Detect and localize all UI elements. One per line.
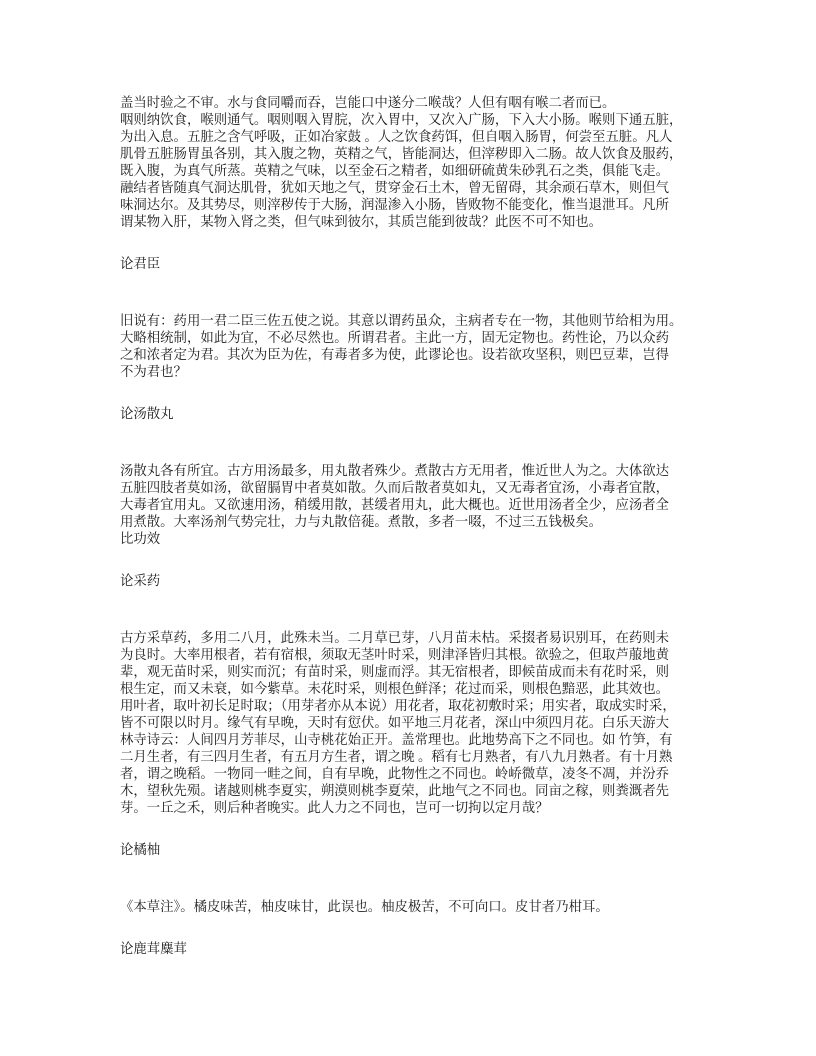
text-line: 旧说有：药用一君二臣三佐五使之说。其意以谓药虽众，主病者专在一物，其他则节给相为用。	[120, 313, 683, 328]
text-line: 古方采草药，多用二八月，此殊未当。二月草已芽，八月苗未枯。采掇者易识别耳，在药则未	[120, 630, 670, 645]
text-line: 二月生者，有三四月生者，有五月方生者，谓之晚 。稻有七月熟者，有八九月熟者。有十月熟	[120, 749, 673, 764]
text-line: 盖当时验之不审。水与食同嚼而吞，岂能口中遂分二喉哉？人但有咽有喉二者而已。	[120, 95, 616, 110]
section-heading: 论采药	[120, 573, 161, 588]
text-line: 木，望秋先殒。诸越则桃李夏实，朔漠则桃李夏荣，此地气之不同也。同亩之稼，则粪溉者先	[120, 783, 670, 798]
text-line: 既入腹，为真气所蒸。英精之气味，以至金石之精者，如细研硫黄朱砂乳石之类，俱能飞走。	[120, 163, 670, 178]
text-line: 大毒者宜用丸。又欲速用汤，稍缓用散，甚缓者用丸，此大概也。近世用汤者全少，应汤者全	[120, 497, 670, 512]
doc-section	[120, 572, 710, 816]
text-line: 《本草注》。橘皮味苦，柚皮味甘，此误也。柚皮极苦，不可向口。皮甘者乃柑耳。	[120, 899, 609, 914]
doc-section	[120, 94, 710, 230]
text-line: 谓某物入肝，某物入肾之类，但气味到彼尔，其质岂能到彼哉？此医不可不知也。	[120, 214, 603, 229]
text-line: 为良时。大率用根者，若有宿根，须取无茎叶时采，则津泽皆归其根。欲验之，但取芦菔地黄	[120, 647, 670, 662]
text-line: 比功效	[120, 531, 161, 546]
text-line: 为出入息。五脏之含气呼吸，正如冶家鼓 。人之饮食药饵，但自咽入肠胃，何尝至五脏。凡人	[120, 129, 673, 144]
section-heading: 论君臣	[120, 256, 161, 271]
text-line: 五脏四肢者莫如汤，欲留膈胃中者莫如散。久而后散者莫如丸，又无毒者宜汤，小毒者宜散，	[120, 480, 670, 495]
text-line: 用煮散。大率汤剂气势完壮，力与丸散倍蓰。煮散，多者一啜，不过三五钱极矣。	[120, 514, 603, 529]
text-line: 不为君也？	[120, 364, 187, 379]
text-line: 皆不可限以时月。缘气有早晚，天时有愆伏。如平地三月花者，深山中须四月花。白乐天游大	[120, 715, 670, 730]
doc-section	[120, 940, 710, 957]
text-line: 芽。一丘之禾，则后种者晚实。此人力之不同也，岂可一切拘以定月哉？	[120, 800, 549, 815]
text-line: 融结者皆随真气洞达肌骨，犹如天地之气，贯穿金石土木，曾无留碍，其余顽石草木，则但气	[120, 180, 670, 195]
text-line: 根生定，而又未衰，如今紫草。未花时采，则根色鲜泽；花过而采，则根色黯恶，此其效也。	[120, 681, 670, 696]
document-body	[120, 94, 710, 997]
doc-section	[120, 841, 710, 915]
doc-section	[120, 255, 710, 380]
text-line: 辈，观无苗时采，则实而沉；有苗时采，则虚而浮。其无宿根者，即候苗成而未有花时采，则	[120, 664, 670, 679]
text-line: 汤散丸各有所宜。古方用汤最多，用丸散者殊少。煮散古方无用者，惟近世人为之。大体欲达	[120, 463, 670, 478]
text-line: 大略相统制，如此为宜，不必尽然也。所谓君者。主此一方，固无定物也。药性论，乃以众药	[120, 330, 670, 345]
text-line: 者，谓之晚稻。一物同一畦之间，自有早晚，此物性之不同也。岭峤微草，凌冬不凋，并汾乔	[120, 766, 670, 781]
text-line: 之和浓者定为君。其次为臣为佐，有毒者多为使，此谬论也。设若欲攻坚积，则巴豆辈，岂得	[120, 347, 670, 362]
text-line: 林寺诗云：人间四月芳菲尽，山寺桃花始正开。盖常理也。此地势高下之不同也。如 竹笋，有	[120, 732, 673, 747]
section-heading: 论汤散丸	[120, 406, 174, 421]
text-line: 用叶者，取叶初长足时取；（用芽者亦从本说）用花者，取花初敷时采；用实者，取成实时采，	[120, 698, 676, 713]
text-line: 肌骨五脏肠胃虽各别，其入腹之物，英精之气，皆能洞达，但滓秽即入二肠。故人饮食及服药，	[120, 146, 683, 161]
section-heading: 论橘柚	[120, 842, 161, 857]
text-line: 味洞达尔。及其势尽，则滓秽传于大肠，润湿渗入小肠，皆败物不能变化，惟当退泄耳。凡所	[120, 197, 670, 212]
text-line: 咽则纳饮食，喉则通气。咽则咽入胃脘，次入胃中，又次入广肠，下入大小肠。喉则下通五脏，	[120, 112, 683, 127]
section-heading: 论鹿茸麋茸	[120, 941, 187, 956]
doc-section	[120, 405, 710, 547]
